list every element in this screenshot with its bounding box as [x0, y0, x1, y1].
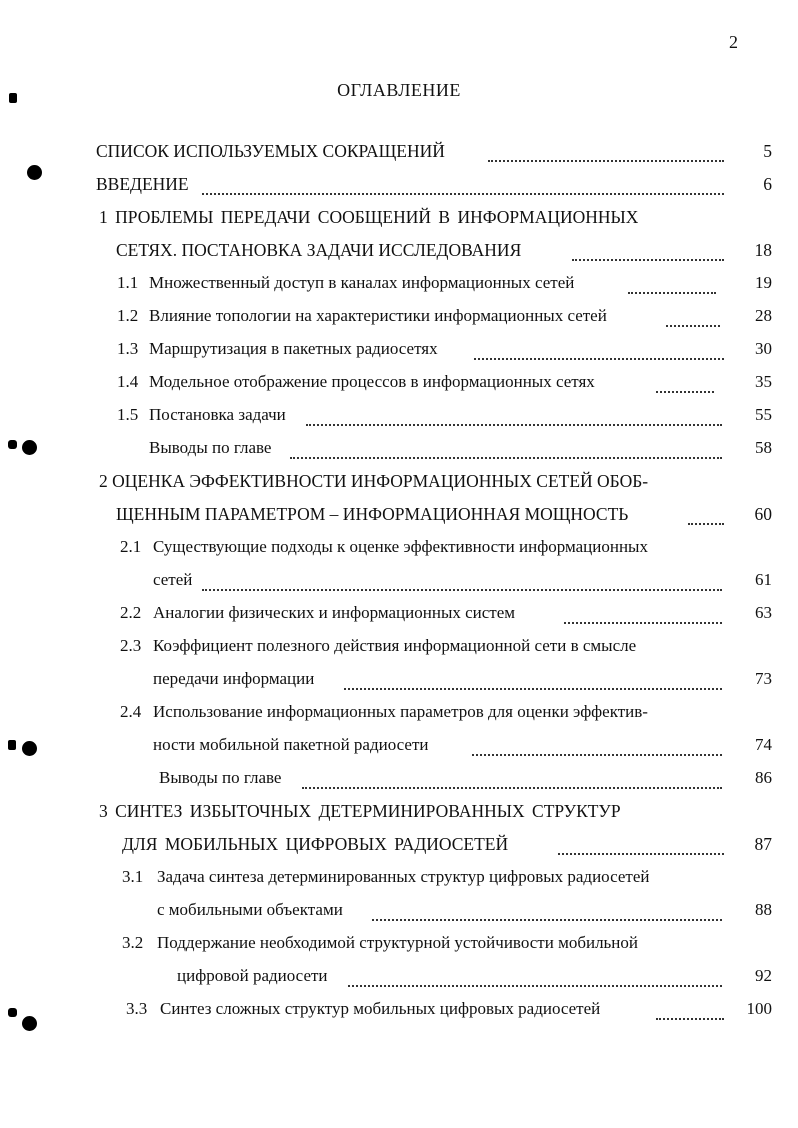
dot-leader: [558, 853, 724, 855]
dot-leader: [302, 787, 722, 789]
toc-section-1-2[interactable]: [96, 306, 772, 336]
toc-chapter-3-line2[interactable]: [96, 834, 772, 864]
toc-entry-title: Задача синтеза детерминированных структур цифровых радиосетей: [157, 867, 650, 886]
toc-entry-title: Маршрутизация в пакетных радиосетях: [149, 339, 438, 358]
toc-chapter-1-line2[interactable]: [96, 240, 772, 270]
toc-entry-title: Выводы по главе: [149, 438, 272, 457]
toc-section-3-1-line1[interactable]: [96, 867, 772, 897]
dot-leader: [344, 688, 722, 690]
dot-leader: [306, 424, 722, 426]
toc-entry-title: Коэффициент полезного действия информационной сети в смысле: [153, 636, 637, 655]
toc-section-number: 1.4: [117, 372, 139, 391]
toc-page-number: 19: [755, 273, 772, 292]
toc-entry-title: 1 ПРОБЛЕМЫ ПЕРЕДАЧИ СООБЩЕНИЙ В ИНФОРМАЦИОННЫХ: [99, 207, 639, 227]
toc-section-number: 1.5: [117, 405, 139, 424]
toc-section-number: 1.3: [117, 339, 139, 358]
toc-entry-title: Множественный доступ в каналах информационных сетей: [149, 273, 575, 292]
toc-entry-title: СЕТЯХ. ПОСТАНОВКА ЗАДАЧИ ИССЛЕДОВАНИЯ: [116, 240, 522, 260]
toc-chapter-1-line1[interactable]: [96, 207, 772, 237]
toc-section-1-4[interactable]: [96, 372, 772, 402]
binder-mark: [8, 1008, 17, 1017]
toc-entry-title: Существующие подходы к оценке эффективности информационных: [153, 537, 648, 556]
toc-chapter-2-line2[interactable]: [96, 504, 772, 534]
dot-leader: [290, 457, 722, 459]
toc-entry-title: ДЛЯ МОБИЛЬНЫХ ЦИФРОВЫХ РАДИОСЕТЕЙ: [122, 834, 509, 854]
page-title: ОГЛАВЛЕНИЕ: [337, 80, 461, 100]
toc-page-number: 5: [763, 141, 772, 161]
toc-section-1-1[interactable]: [96, 273, 772, 303]
dot-leader: [656, 1018, 724, 1020]
toc-entry-title: 2 ОЦЕНКА ЭФФЕКТИВНОСТИ ИНФОРМАЦИОННЫХ СЕТЕЙ ОБОБ-: [99, 471, 649, 491]
dot-leader: [666, 325, 720, 327]
dot-leader: [688, 523, 724, 525]
toc-section-2-1-line2[interactable]: [96, 570, 772, 600]
binder-mark: [8, 440, 17, 449]
toc-entry-title: сетей: [153, 570, 193, 589]
dot-leader: [472, 754, 722, 756]
toc-entry-title: Выводы по главе: [159, 768, 282, 787]
toc-section-number: 2.1: [120, 537, 142, 556]
toc-section-number: 1.2: [117, 306, 139, 325]
toc-entry-title: с мобильными объектами: [157, 900, 343, 919]
toc-page-number: 55: [755, 405, 772, 424]
toc-entry-title: Постановка задачи: [149, 405, 286, 424]
toc-section-3-2-line1[interactable]: [96, 933, 772, 963]
dot-leader: [628, 292, 716, 294]
toc-page-number: 35: [755, 372, 772, 391]
dot-leader: [202, 193, 724, 195]
toc-entry-title: Аналогии физических и информационных систем: [153, 603, 516, 622]
toc-entry-title: Модельное отображение процессов в информационных сетях: [149, 372, 595, 391]
toc-chapter-2-conclusions[interactable]: [96, 768, 772, 798]
toc-page-number: 92: [755, 966, 772, 985]
toc-entry-title: ЩЕННЫМ ПАРАМЕТРОМ – ИНФОРМАЦИОННАЯ МОЩНОСТЬ: [116, 504, 629, 524]
toc-entry-title: Синтез сложных структур мобильных цифровых радиосетей: [160, 999, 601, 1018]
toc-entry-abbreviations[interactable]: [96, 141, 772, 171]
toc-section-number: 2.3: [120, 636, 142, 655]
toc-chapter-1-conclusions[interactable]: [96, 438, 772, 468]
toc-page-number: 28: [755, 306, 772, 325]
toc-entry-introduction[interactable]: [96, 174, 772, 204]
dot-leader: [474, 358, 724, 360]
toc-section-2-3-line1[interactable]: [96, 636, 772, 666]
toc-section-number: 1.1: [117, 273, 139, 292]
dot-leader: [202, 589, 722, 591]
toc-page-number: 61: [755, 570, 772, 589]
toc-page-number: 100: [746, 999, 772, 1018]
toc-section-number: 3.3: [126, 999, 148, 1018]
toc-section-3-3[interactable]: [96, 999, 772, 1029]
toc-section-number: 2.4: [120, 702, 142, 721]
toc-page-number: 6: [763, 174, 772, 194]
dot-leader: [348, 985, 722, 987]
toc-page-number: 73: [755, 669, 772, 688]
toc-section-1-5[interactable]: [96, 405, 772, 435]
binder-hole: [22, 1016, 37, 1031]
dot-leader: [656, 391, 714, 393]
binder-hole: [22, 741, 37, 756]
toc-entry-title: 3 СИНТЕЗ ИЗБЫТОЧНЫХ ДЕТЕРМИНИРОВАННЫХ СТРУКТУР: [99, 801, 621, 821]
toc-section-2-4-line1[interactable]: [96, 702, 772, 732]
page-number: 2: [729, 32, 738, 52]
toc-section-2-3-line2[interactable]: [96, 669, 772, 699]
toc-entry-title: Влияние топологии на характеристики информационных сетей: [149, 306, 607, 325]
toc-page-number: 88: [755, 900, 772, 919]
toc-section-2-1-line1[interactable]: [96, 537, 772, 567]
toc-entry-title: ности мобильной пакетной радиосети: [153, 735, 429, 754]
binder-mark: [8, 740, 16, 750]
dot-leader: [564, 622, 722, 624]
toc-entry-title: Использование информационных параметров для оценки эффектив-: [153, 702, 648, 721]
toc-section-1-3[interactable]: [96, 339, 772, 369]
dot-leader: [488, 160, 724, 162]
binder-hole: [27, 165, 42, 180]
toc-entry-title: Поддержание необходимой структурной устойчивости мобильной: [157, 933, 639, 952]
toc-entry-title: передачи информации: [153, 669, 315, 688]
dot-leader: [572, 259, 724, 261]
toc-section-number: 3.1: [122, 867, 144, 886]
toc-chapter-2-line1[interactable]: [96, 471, 772, 501]
dot-leader: [372, 919, 722, 921]
toc-section-2-2[interactable]: [96, 603, 772, 633]
toc-page-number: 30: [755, 339, 772, 358]
toc-page-number: 58: [755, 438, 772, 457]
toc-page-number: 60: [754, 504, 772, 524]
toc-entry-title: ВВЕДЕНИЕ: [96, 174, 189, 194]
binder-hole: [22, 440, 37, 455]
toc-section-2-4-line2[interactable]: [96, 735, 772, 765]
toc-entry-title: цифровой радиосети: [177, 966, 328, 985]
toc-page-number: 87: [754, 834, 772, 854]
toc-entry-title: СПИСОК ИСПОЛЬЗУЕМЫХ СОКРАЩЕНИЙ: [96, 141, 445, 161]
toc-chapter-3-line1[interactable]: [96, 801, 772, 831]
toc-section-number: 2.2: [120, 603, 142, 622]
binder-mark: [9, 93, 17, 103]
toc-page-number: 63: [755, 603, 772, 622]
toc-section-3-1-line2[interactable]: [96, 900, 772, 930]
toc-section-3-2-line2[interactable]: [96, 966, 772, 996]
toc-page-number: 86: [755, 768, 772, 787]
toc-page-number: 18: [754, 240, 772, 260]
toc-section-number: 3.2: [122, 933, 144, 952]
toc-page-number: 74: [755, 735, 772, 754]
